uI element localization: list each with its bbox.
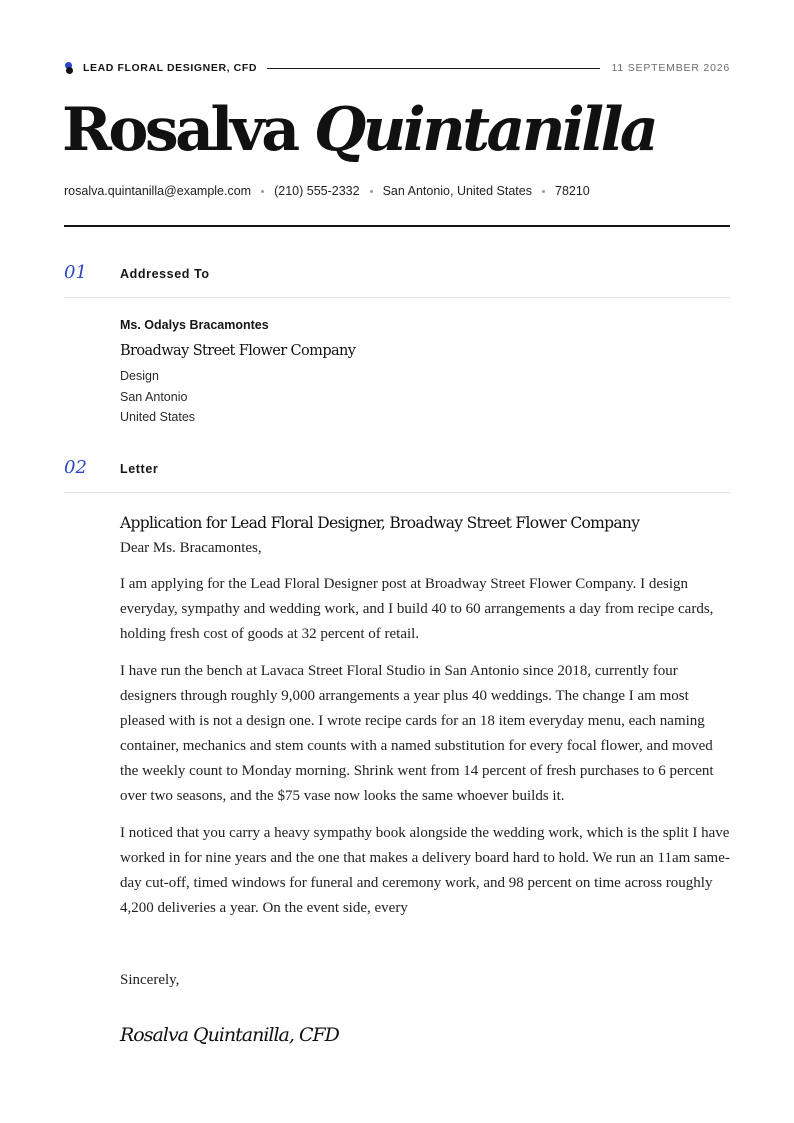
letter-signature: Rosalva Quintanilla, CFD [120,1024,339,1046]
brand-dots-icon [64,61,74,75]
contact-row [64,184,590,198]
header-meta-row [64,60,730,76]
contact-email[interactable]: rosalva.quintanilla@example.com [64,184,252,198]
separator-dot [370,190,373,193]
recipient-company: Broadway Street Flower Company [120,343,356,359]
letter-body [120,512,732,921]
section-number: 01 [64,262,87,283]
address-line: United States [120,410,196,424]
letter-subject: Application for Lead Floral Designer, Broadway Street Flower Company [120,514,640,532]
recipient-address [120,318,720,428]
header-divider [267,68,599,69]
contact-postal: 78210 [555,184,590,198]
last-name: Quintanilla [313,95,656,165]
cover-letter-page [64,0,730,1123]
contact-phone[interactable]: (210) 555-2332 [274,184,360,198]
section-addressed-to [64,262,730,298]
sender-name [62,90,655,170]
letter-date: 11 SEPTEMBER 2026 [611,62,730,74]
letter-paragraph: I have run the bench at Lavaca Street Floral Studio in San Antonio since 2018, currently four designers through roughly 9,000 arrangements a year plus 40 weddings. The change I am most pleased with is not a design one. I wrote recipe cards for an 18 item everyday menu, each naming container, mechanics and stem counts with a named substitution for every focal flower, and moved the weekly count to Monday morning. Shrink went from 14 percent of fresh purchases to 6 percent over two seasons, and the $75 vase now looks the same whoever builds it. [120,663,714,804]
letter-paragraph: I noticed that you carry a heavy sympathy book alongside the wedding work, which is the split I have worked in for nine years and the one that makes a delivery board hard to hold. We run an 11am same-day cut-off, timed windows for funeral and ceremony work, and 98 percent on time across roughly 4,200 deliveries a year. On the event side, every [120,825,730,916]
header-bottom-rule [64,225,730,227]
separator-dot [542,190,545,193]
job-title: LEAD FLORAL DESIGNER, CFD [83,62,258,74]
section-letter [64,457,730,493]
recipient-name: Ms. Odalys Bracamontes [120,318,269,332]
contact-location: San Antonio, United States [382,184,532,198]
letter-closing: Sincerely, [120,972,180,988]
letter-paragraph: I am applying for the Lead Floral Designer post at Broadway Street Flower Company. I design everyday, sympathy and wedding work, and I build 40 to 60 arrangements a day from recipe cards, holding fresh cost of goods at 32 percent of retail. [120,576,714,642]
section-title: Letter [120,462,159,476]
section-number: 02 [64,457,87,478]
section-title: Addressed To [120,267,210,281]
separator-dot [261,190,264,193]
letter-salutation: Dear Ms. Bracamontes, [120,540,262,556]
address-line: San Antonio [120,389,188,404]
first-name: Rosalva [62,95,297,165]
address-line: Design [120,369,159,383]
recipient-address-lines [120,366,720,428]
